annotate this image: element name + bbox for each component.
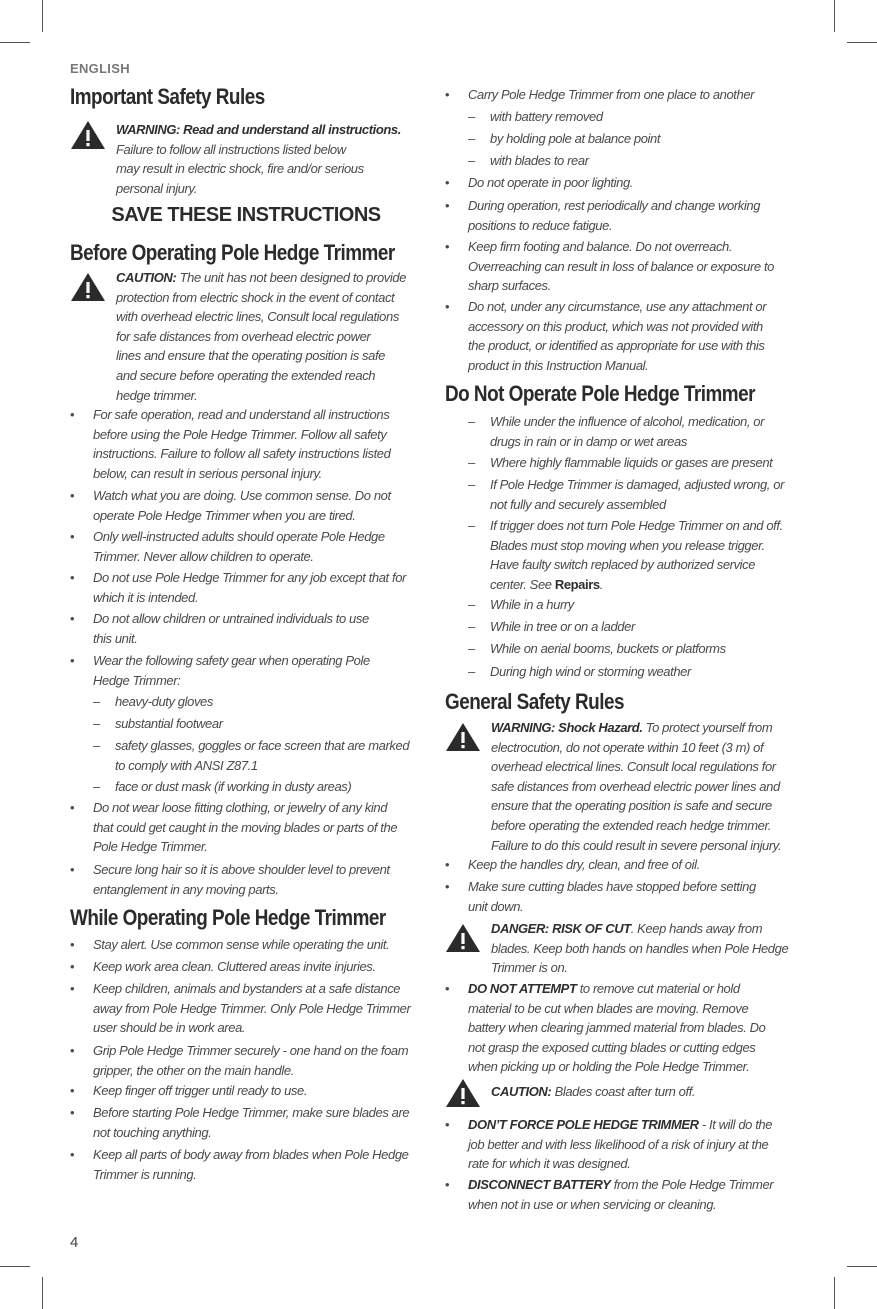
caution-lead: CAUTION:: [491, 1084, 552, 1099]
text-line: Keep firm footing and balance. Do not overreach.: [468, 239, 733, 254]
text-line: operate Pole Hedge Trimmer when you are tired.: [93, 507, 356, 523]
text-line: battery when clearing jammed material from blades. Do: [468, 1020, 766, 1036]
text-line: Grip Pole Hedge Trimmer securely - one hand on the foam: [93, 1043, 409, 1058]
crop-mark: [42, 1277, 43, 1309]
text-line: Overreaching can result in loss of balance or exposure to: [468, 258, 774, 274]
text-line: overhead electrical lines. Consult local regulations for: [491, 759, 776, 775]
bullet-icon: •: [445, 87, 450, 102]
text-line: before using the Pole Hedge Trimmer. Follow all safety: [93, 426, 387, 442]
bullet-icon: •: [70, 570, 75, 585]
text-line: Hedge Trimmer:: [93, 672, 181, 688]
warning-lead: WARNING: Read and understand all instructions.: [116, 122, 401, 137]
text-line: If Pole Hedge Trimmer is damaged, adjusted wrong, or: [490, 477, 784, 492]
text-line: Wear the following safety gear when operating Pole: [93, 653, 370, 668]
text-line: sharp surfaces.: [468, 278, 551, 294]
dash-icon: –: [468, 664, 475, 679]
text-line: Trimmer. Never allow children to operate.: [93, 548, 314, 564]
disconnect-battery-lead: DISCONNECT BATTERY: [468, 1177, 611, 1192]
text-line: product in this Instruction Manual.: [468, 357, 649, 373]
text-line: when picking up or holding the Pole Hedge Trimmer.: [468, 1059, 750, 1075]
text-line: Trimmer is on.: [491, 960, 568, 976]
text-line: During high wind or storming weather: [490, 664, 691, 679]
text-line: below, can result in serious personal injury.: [93, 465, 322, 481]
bullet-icon: •: [70, 1105, 75, 1120]
dash-icon: –: [93, 716, 100, 731]
text-line: gripper, the other on the main handle.: [93, 1062, 294, 1078]
text-line: material to be cut when blades are moving. Remove: [468, 1000, 749, 1016]
bullet-icon: •: [445, 239, 450, 254]
text-line: instructions. Failure to follow all safety instructions listed: [93, 446, 391, 462]
text-line: Pole Hedge Trimmer.: [93, 839, 208, 855]
warning-triangle-icon: [70, 272, 106, 302]
crop-mark: [847, 42, 877, 43]
text-line: accessory on this product, which was not provided with: [468, 318, 763, 334]
text-line: from the Pole Hedge Trimmer: [613, 1177, 774, 1192]
text-line: Secure long hair so it is above shoulder level to prevent: [93, 862, 390, 877]
section-title-while: While Operating Pole Hedge Trimmer: [70, 905, 386, 930]
text-line: Blades must stop moving when you release trigger.: [490, 537, 765, 553]
text-line: To protect yourself from: [645, 720, 773, 735]
text-line: job better and with less likelihood of a risk of injury at the: [468, 1136, 769, 1152]
section-title-do-not-operate: Do Not Operate Pole Hedge Trimmer: [445, 381, 755, 406]
text-line: may result in electric shock, fire and/or serious: [116, 161, 364, 177]
text-line: not touching anything.: [93, 1124, 212, 1140]
bullet-icon: •: [445, 1177, 450, 1192]
dash-icon: –: [468, 619, 475, 634]
bullet-icon: •: [445, 981, 450, 996]
text-line: lines and ensure that the operating position is safe: [116, 348, 386, 364]
text-line: - It will do the: [701, 1117, 773, 1132]
text-line: The unit has not been designed to provide: [179, 270, 407, 285]
dash-icon: –: [468, 414, 475, 429]
bullet-icon: •: [70, 981, 75, 996]
text-line: heavy-duty gloves: [115, 694, 213, 709]
text-line: While in a hurry: [490, 597, 574, 612]
text-line: Keep finger off trigger until ready to use.: [93, 1083, 308, 1098]
warning-triangle-icon: [70, 120, 106, 150]
text-line: Keep the handles dry, clean, and free of oil.: [468, 857, 700, 872]
dash-icon: –: [468, 131, 475, 146]
text-line: Trimmer is running.: [93, 1166, 197, 1182]
bullet-icon: •: [70, 488, 75, 503]
text-line: which it is intended.: [93, 589, 199, 605]
text-line: While under the influence of alcohol, medication, or: [490, 414, 765, 429]
text-line: drugs in rain or in damp or wet areas: [490, 433, 687, 449]
danger-lead: DANGER: RISK OF CUT: [491, 921, 631, 936]
text-line: Keep work area clean. Cluttered areas invite injuries.: [93, 959, 376, 974]
text-line: safe distances from overhead electric power lines and: [491, 778, 780, 794]
crop-mark: [0, 42, 30, 43]
text-line: For safe operation, read and understand all instructions: [93, 407, 390, 422]
text-line: Make sure cutting blades have stopped before setting: [468, 879, 756, 894]
text-line: Keep all parts of body away from blades when Pole Hedge: [93, 1147, 409, 1162]
text-line: with battery removed: [490, 109, 603, 124]
text-line: that could get caught in the moving blades or parts of the: [93, 819, 398, 835]
warning-lead: WARNING: Shock Hazard.: [491, 720, 643, 735]
text-line: While in tree or on a ladder: [490, 619, 635, 634]
text-line: Watch what you are doing. Use common sense. Do not: [93, 488, 391, 503]
text-line: Do not allow children or untrained individuals to use: [93, 611, 369, 626]
text-line: ensure that the operating position is safe and secure: [491, 798, 772, 814]
text-line: with blades to rear: [490, 153, 589, 168]
text-line: Do not operate in poor lighting.: [468, 175, 633, 190]
text-line: not fully and securely assembled: [490, 496, 666, 512]
text-line: to comply with ANSI Z87.1: [115, 757, 258, 773]
crop-mark: [847, 1266, 877, 1267]
crop-mark: [42, 0, 43, 32]
text-line: to remove cut material or hold: [579, 981, 740, 996]
bullet-icon: •: [70, 611, 75, 626]
bullet-icon: •: [70, 1043, 75, 1058]
text-line: Carry Pole Hedge Trimmer from one place to another: [468, 87, 755, 102]
text-line: Do not, under any circumstance, use any attachment or: [468, 299, 767, 314]
text-line: Only well-instructed adults should operate Pole Hedge: [93, 529, 385, 544]
text-line: protection from electric shock in the event of contact: [116, 289, 395, 305]
bullet-icon: •: [70, 1083, 75, 1098]
bullet-icon: •: [445, 879, 450, 894]
text-line: safety glasses, goggles or face screen that are marked: [115, 738, 410, 753]
dash-icon: –: [468, 597, 475, 612]
text-line: blades. Keep both hands on handles when Pole Hedge: [491, 940, 789, 956]
bullet-icon: •: [445, 1117, 450, 1132]
text-line: before operating the extended reach hedge trimmer.: [491, 817, 772, 833]
text-line: Keep children, animals and bystanders at a safe distance: [93, 981, 401, 996]
text-line: During operation, rest periodically and change working: [468, 198, 761, 213]
warning-triangle-icon: [445, 923, 481, 953]
text-line: Do not use Pole Hedge Trimmer for any job except that for: [93, 570, 406, 585]
bullet-icon: •: [70, 653, 75, 668]
bullet-icon: •: [445, 857, 450, 872]
text-line: positions to reduce fatigue.: [468, 217, 613, 233]
text-line: Blades coast after turn off.: [554, 1084, 696, 1099]
dash-icon: –: [468, 518, 475, 533]
dash-icon: –: [468, 641, 475, 656]
text-line: hedge trimmer.: [116, 387, 198, 403]
warning-triangle-icon: [445, 1078, 481, 1108]
caution-lead: CAUTION:: [116, 270, 177, 285]
bullet-icon: •: [70, 959, 75, 974]
crop-mark: [834, 1277, 835, 1309]
text-line: Have faulty switch replaced by authorized service: [490, 557, 756, 573]
text-line: when not in use or when servicing or cleaning.: [468, 1196, 717, 1212]
text-line: by holding pole at balance point: [490, 131, 661, 146]
bullet-icon: •: [70, 862, 75, 877]
text-line: Failure to do this could result in severe personal injury.: [491, 837, 782, 853]
bullet-icon: •: [70, 800, 75, 815]
section-title-important: Important Safety Rules: [70, 84, 265, 109]
text-line: Stay alert. Use common sense while operating the unit.: [93, 937, 390, 952]
bullet-icon: •: [70, 407, 75, 422]
text-line: unit down.: [468, 898, 524, 914]
page-number: 4: [70, 1234, 79, 1251]
text-line: this unit.: [93, 630, 138, 646]
bullet-icon: •: [70, 529, 75, 544]
text-line: rate for which it was designed.: [468, 1156, 631, 1172]
text-line: Before starting Pole Hedge Trimmer, make sure blades are: [93, 1105, 410, 1120]
dont-force-lead: DON’T FORCE POLE HEDGE TRIMMER: [468, 1117, 699, 1132]
save-instructions-heading: SAVE THESE INSTRUCTIONS: [111, 204, 381, 226]
dash-icon: –: [468, 477, 475, 492]
dash-icon: –: [468, 455, 475, 470]
text-line: face or dust mask (if working in dusty areas): [115, 779, 352, 794]
text-line: Do not wear loose fitting clothing, or jewelry of any kind: [93, 800, 388, 815]
text-line: electrocution, do not operate within 10 feet (3 m) of: [491, 739, 764, 755]
text-line: Where highly flammable liquids or gases are present: [490, 455, 773, 470]
bullet-icon: •: [70, 937, 75, 952]
dash-icon: –: [93, 738, 100, 753]
dash-icon: –: [93, 779, 100, 794]
text-line: and secure before operating the extended reach: [116, 367, 376, 383]
dash-icon: –: [468, 109, 475, 124]
text-line: personal injury.: [116, 180, 197, 196]
text-line: Failure to follow all instructions listed below: [116, 141, 346, 157]
do-not-attempt-lead: DO NOT ATTEMPT: [468, 981, 577, 996]
crop-mark: [0, 1266, 30, 1267]
text-line: the product, or identified as appropriate for use with this: [468, 338, 765, 354]
punctuation: .: [599, 576, 603, 592]
bullet-icon: •: [70, 1147, 75, 1162]
text-line: . Keep hands away from: [630, 921, 763, 936]
text-line: While on aerial booms, buckets or platforms: [490, 641, 726, 656]
crop-mark: [834, 0, 835, 32]
section-title-before: Before Operating Pole Hedge Trimmer: [70, 240, 395, 265]
bullet-icon: •: [445, 198, 450, 213]
text-line: for safe distances from overhead electric power: [116, 328, 371, 344]
bullet-icon: •: [445, 299, 450, 314]
bullet-icon: •: [445, 175, 450, 190]
text-line: entanglement in any moving parts.: [93, 881, 279, 897]
text-line: away from Pole Hedge Trimmer. Only Pole Hedge Trimmer: [93, 1000, 411, 1016]
text-line: If trigger does not turn Pole Hedge Trimmer on and off.: [490, 518, 783, 533]
dash-icon: –: [468, 153, 475, 168]
warning-triangle-icon: [445, 722, 481, 752]
language-label: ENGLISH: [70, 61, 130, 76]
text-line: not grasp the exposed cutting blades or cutting edges: [468, 1039, 756, 1055]
text-line: substantial footwear: [115, 716, 223, 731]
section-title-general: General Safety Rules: [445, 689, 624, 714]
text-line: center. See: [490, 576, 555, 592]
dash-icon: –: [93, 694, 100, 709]
text-line: with overhead electric lines, Consult local regulations: [116, 309, 399, 325]
repairs-reference: Repairs: [554, 576, 600, 592]
text-line: user should be in work area.: [93, 1020, 246, 1036]
